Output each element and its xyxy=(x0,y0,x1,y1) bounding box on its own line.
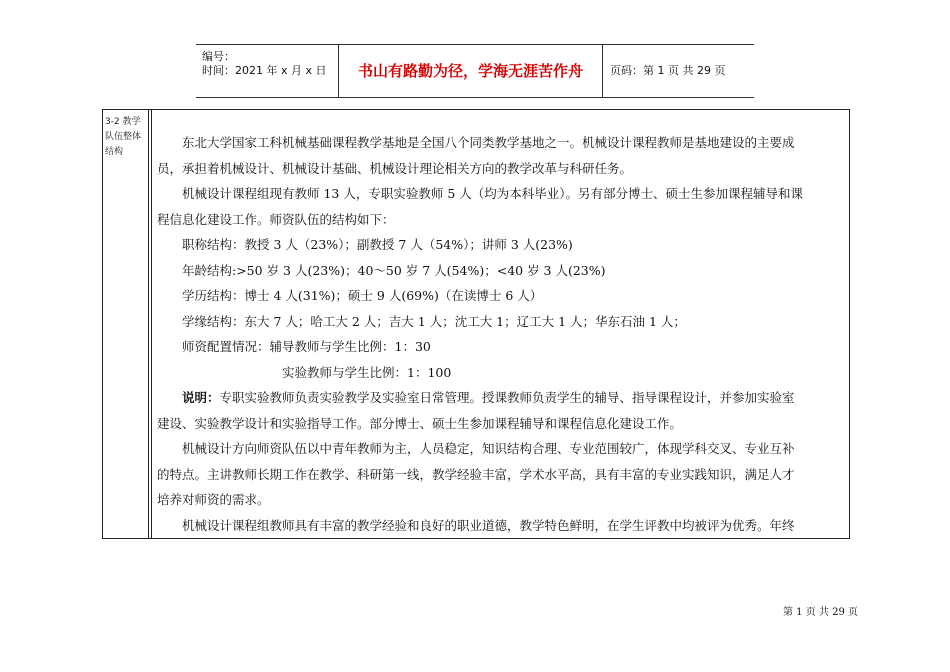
content-line xyxy=(157,513,845,539)
content-text: 机械设计课程组教师具有丰富的教学经验和良好的职业道德，教学特色鲜明，在学生评教中均被评为优秀。年终 xyxy=(182,517,795,533)
header-motto: 书山有路勤为径，学海无涯苦作舟 xyxy=(357,62,583,80)
content-line xyxy=(157,207,845,233)
content-text: 专职实验教师负责实验教学及实验室日常管理。授课教师负责学生的辅导、指导课程设计，并参加实验室 xyxy=(219,390,795,405)
content-text: 员，承担着机械设计、机械设计基础、机械设计理论相关方向的教学改革与科研任务。 xyxy=(157,160,633,176)
content-line xyxy=(157,181,845,207)
content-text: 建设、实验教学设计和实验指导工作。部分博士、硕士生参加课程辅导和课程信息化建设工作。 xyxy=(157,415,683,431)
content-line xyxy=(157,130,845,156)
content-table xyxy=(102,109,850,539)
note-label: 说明： xyxy=(182,390,220,405)
content-text: 职称结构：教授 3 人（23%）；副教授 7 人（54%）；讲师 3 人(23%) xyxy=(182,237,573,252)
content-line xyxy=(157,309,845,335)
table-column-divider xyxy=(151,110,152,538)
content-line xyxy=(157,436,845,462)
content-text: 学历结构：博士 4 人(31%)；硕士 9 人(69%)（在读博士 6 人） xyxy=(182,288,543,303)
content-line xyxy=(157,334,845,360)
header-meta xyxy=(202,50,327,78)
content-text: 的特点。主讲教师长期工作在教学、科研第一线，教学经验丰富，学术水平高，具有丰富的专业实践知识，满足人才 xyxy=(157,466,795,482)
content-text: 机械设计方向师资队伍以中青年教师为主，人员稳定，知识结构合理、专业范围较广，体现学科交叉、专业互补 xyxy=(182,441,795,456)
content-text: 培养对师资的需求。 xyxy=(157,492,270,507)
table-column-divider xyxy=(148,110,149,538)
page-header xyxy=(196,44,754,98)
content-text: 机械设计课程组现有教师 13 人，专职实验教师 5 人（均为本科毕业）。另有部分博士、硕士生参加课程辅导和课 xyxy=(182,186,804,201)
content-line xyxy=(157,462,845,488)
document-number-label: 编号： xyxy=(202,50,235,63)
row-label-cell xyxy=(105,115,147,160)
header-page-code: 页码：第 1 页 共 29 页 xyxy=(610,64,726,77)
header-divider xyxy=(602,45,603,97)
row-label-line: 队伍整体 xyxy=(105,132,142,142)
content-line xyxy=(157,411,845,437)
content-line xyxy=(157,258,845,284)
content-text: 东北大学国家工科机械基础课程教学基地是全国八个同类教学基地之一。机械设计课程教师是基地建设的主要成 xyxy=(182,135,795,150)
content-line xyxy=(157,283,845,309)
row-label-line: 结构 xyxy=(105,147,124,157)
row-label-line: 3-2 教学 xyxy=(105,117,141,127)
content-text: 年龄结构:>50 岁 3 人(23%)；40～50 岁 7 人(54%)；<40 岁 3 人(23%) xyxy=(182,262,606,278)
content-line xyxy=(157,487,845,513)
content-line xyxy=(157,360,845,386)
content-text: 学缘结构：东大 7 人；哈工大 2 人；吉大 1 人；沈工大 1；辽工大 1 人；华东石油 1 人； xyxy=(182,313,686,329)
content-line xyxy=(157,156,845,182)
document-time: 时间：2021 年 x 月 x 日 xyxy=(202,64,327,77)
page-footer: 第 1 页 共 29 页 xyxy=(783,607,858,618)
content-line xyxy=(157,232,845,258)
content-text: 实验教师与学生比例：1：100 xyxy=(282,364,452,380)
content-text: 程信息化建设工作。师资队伍的结构如下： xyxy=(157,211,395,227)
content-text: 师资配置情况：辅导教师与学生比例：1：30 xyxy=(182,339,431,354)
content-cell xyxy=(157,130,845,538)
content-line xyxy=(157,385,845,411)
